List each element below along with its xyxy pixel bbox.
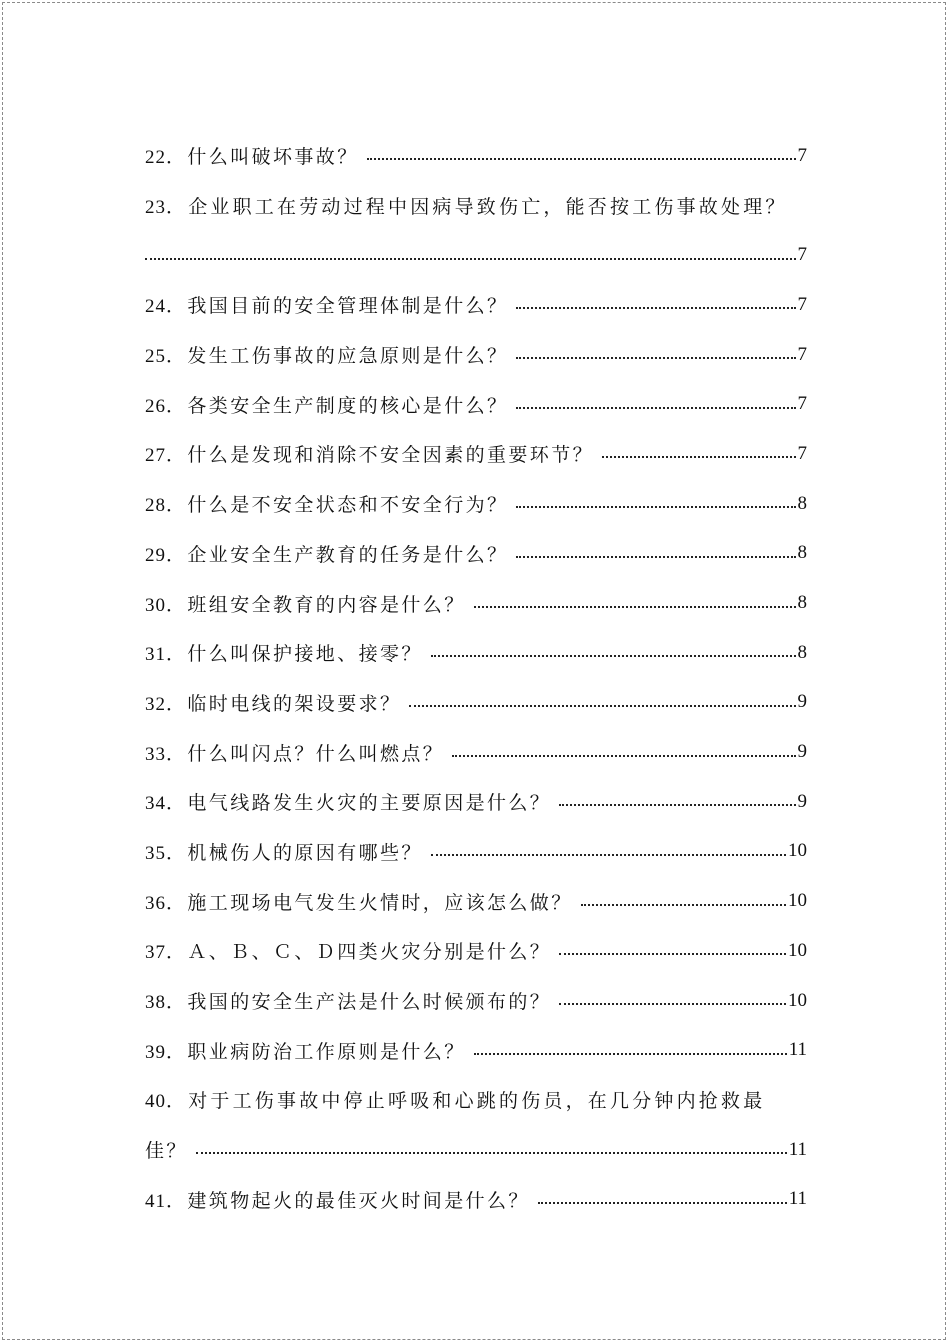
toc-title: 什么叫闪点？什么叫燃点？ bbox=[187, 742, 445, 765]
toc-number: 35 bbox=[145, 842, 166, 864]
toc-page-number: 7 bbox=[797, 293, 807, 315]
toc-title: 各类安全生产制度的核心是什么？ bbox=[187, 394, 509, 417]
toc-entry-40-continued[interactable] bbox=[145, 1125, 807, 1175]
toc-page-number: 8 bbox=[797, 542, 807, 564]
toc-title: 建筑物起火的最佳灭火时间是什么？ bbox=[187, 1189, 530, 1212]
toc-title: 临时电线的架设要求？ bbox=[187, 692, 402, 715]
toc-entry-41[interactable]: 41．建筑物起火的最佳灭火时间是什么？ 11 bbox=[145, 1188, 807, 1212]
dot-leader bbox=[474, 1053, 787, 1055]
toc-title: 电气线路发生火灾的主要原因是什么？ bbox=[187, 792, 552, 815]
toc-number: 29 bbox=[145, 544, 166, 566]
toc-title: 我国目前的安全管理体制是什么？ bbox=[187, 295, 509, 318]
toc-title: 对于工伤事故中停止呼吸和心跳的伤员，在几分钟内抢救最 bbox=[188, 1090, 766, 1113]
toc-entry-35[interactable]: 35．机械伤人的原因有哪些？ 10 bbox=[145, 840, 807, 864]
toc-title: 什么叫保护接地、接零？ bbox=[187, 643, 423, 666]
dot-leader bbox=[431, 655, 796, 657]
toc-title: 机械伤人的原因有哪些？ bbox=[187, 841, 423, 864]
toc-entry-29[interactable]: 29．企业安全生产教育的任务是什么？ 8 bbox=[145, 542, 807, 566]
toc-entry-38[interactable]: 38．我国的安全生产法是什么时候颁布的？ 10 bbox=[145, 989, 807, 1014]
toc-number: 38 bbox=[145, 992, 166, 1014]
toc-entry-26[interactable]: 26．各类安全生产制度的核心是什么？ 7 bbox=[145, 393, 807, 417]
toc-number: 30 bbox=[145, 594, 166, 616]
dot-leader bbox=[516, 307, 795, 309]
toc-entry-37[interactable]: 37．Ａ、Ｂ、Ｃ、Ｄ四类火灾分别是什么？ 10 bbox=[145, 939, 807, 964]
toc-title: 发生工伤事故的应急原则是什么？ bbox=[187, 345, 509, 368]
toc-number: 25 bbox=[145, 346, 166, 368]
toc-page-number: 8 bbox=[797, 641, 807, 663]
toc-page-number: 11 bbox=[788, 1138, 807, 1160]
dot-leader bbox=[409, 705, 795, 707]
toc-page-number: 7 bbox=[797, 393, 807, 415]
toc-number: 27 bbox=[145, 445, 166, 467]
toc-page-number: 7 bbox=[797, 343, 807, 365]
toc-page-number: 11 bbox=[788, 1188, 807, 1210]
toc-number: 34 bbox=[145, 793, 166, 815]
toc-number: 39 bbox=[145, 1041, 166, 1063]
table-of-contents bbox=[145, 131, 807, 1224]
toc-entry-34[interactable]: 34．电气线路发生火灾的主要原因是什么？ 9 bbox=[145, 790, 807, 815]
dot-leader bbox=[602, 456, 795, 458]
toc-number: 28 bbox=[145, 495, 166, 517]
toc-entry-23[interactable]: 23．企业职工在劳动过程中因病导致伤亡，能否按工伤事故处理？ bbox=[145, 196, 788, 219]
toc-number: 40 bbox=[145, 1091, 166, 1113]
dot-leader bbox=[196, 1152, 787, 1154]
toc-entry-32[interactable]: 32．临时电线的架设要求？ 9 bbox=[145, 691, 807, 715]
toc-number: 37 bbox=[145, 942, 166, 964]
toc-page-number: 7 bbox=[797, 144, 807, 166]
toc-entry-28[interactable]: 28．什么是不安全状态和不安全行为？ 8 bbox=[145, 492, 807, 517]
toc-page-number: 9 bbox=[797, 691, 807, 713]
toc-entry-25[interactable]: 25．发生工伤事故的应急原则是什么？ 7 bbox=[145, 343, 807, 368]
toc-page-number: 10 bbox=[788, 890, 807, 912]
dot-leader bbox=[559, 804, 795, 806]
toc-number: 36 bbox=[145, 892, 166, 914]
dot-leader bbox=[474, 606, 796, 608]
toc-entry-33[interactable]: 33．什么叫闪点？什么叫燃点？ 9 bbox=[145, 741, 807, 765]
dot-leader bbox=[559, 1003, 786, 1005]
dot-leader bbox=[145, 258, 796, 260]
toc-entry-23-continued[interactable] bbox=[145, 230, 807, 280]
dot-leader bbox=[516, 506, 795, 508]
toc-entry-24[interactable]: 24．我国目前的安全管理体制是什么？ 7 bbox=[145, 293, 807, 318]
toc-title: 什么叫破坏事故？ bbox=[187, 146, 359, 169]
toc-title: 什么是发现和消除不安全因素的重要环节？ bbox=[187, 444, 595, 467]
dot-leader bbox=[581, 904, 786, 906]
toc-title: Ａ、Ｂ、Ｃ、Ｄ四类火灾分别是什么？ bbox=[187, 941, 552, 964]
toc-page-number: 10 bbox=[788, 840, 807, 862]
toc-entry-22[interactable]: 22．什么叫破坏事故？ 7 bbox=[145, 144, 807, 169]
toc-entry-31[interactable]: 31．什么叫保护接地、接零？ 8 bbox=[145, 641, 807, 666]
toc-number: 22 bbox=[145, 147, 166, 169]
toc-page-number: 7 bbox=[797, 244, 807, 266]
toc-number: 24 bbox=[145, 296, 166, 318]
toc-page-number: 9 bbox=[797, 741, 807, 763]
toc-title: 施工现场电气发生火情时，应该怎么做？ bbox=[187, 891, 573, 914]
toc-title: 企业职工在劳动过程中因病导致伤亡，能否按工伤事故处理？ bbox=[188, 196, 788, 219]
toc-number: 32 bbox=[145, 693, 166, 715]
toc-page-number: 10 bbox=[788, 939, 807, 961]
toc-title: 我国的安全生产法是什么时候颁布的？ bbox=[187, 991, 552, 1014]
toc-title: 班组安全教育的内容是什么？ bbox=[187, 593, 466, 616]
toc-number: 33 bbox=[145, 743, 166, 765]
toc-page-number: 10 bbox=[788, 989, 807, 1011]
toc-entry-39[interactable]: 39．职业病防治工作原则是什么？ 11 bbox=[145, 1039, 807, 1063]
toc-title: 企业安全生产教育的任务是什么？ bbox=[187, 543, 509, 566]
toc-page-number: 11 bbox=[788, 1039, 807, 1061]
dot-leader bbox=[516, 407, 795, 409]
toc-page-number: 8 bbox=[797, 492, 807, 514]
dot-leader bbox=[516, 556, 795, 558]
dot-leader bbox=[538, 1202, 787, 1204]
dot-leader bbox=[452, 755, 795, 757]
toc-entry-30[interactable]: 30．班组安全教育的内容是什么？ 8 bbox=[145, 592, 807, 616]
toc-number: 26 bbox=[145, 395, 166, 417]
toc-entry-40[interactable]: 40．对于工伤事故中停止呼吸和心跳的伤员，在几分钟内抢救最 bbox=[145, 1090, 766, 1113]
dot-leader bbox=[559, 953, 786, 955]
toc-entry-27[interactable]: 27．什么是发现和消除不安全因素的重要环节？ 7 bbox=[145, 442, 807, 467]
toc-number: 41 bbox=[145, 1190, 166, 1212]
toc-number: 23 bbox=[145, 197, 166, 219]
toc-entry-36[interactable]: 36．施工现场电气发生火情时，应该怎么做？ 10 bbox=[145, 890, 807, 914]
toc-page-number: 8 bbox=[797, 592, 807, 614]
dot-leader bbox=[367, 158, 796, 160]
toc-title: 职业病防治工作原则是什么？ bbox=[187, 1040, 466, 1063]
toc-title: 佳？ bbox=[145, 1140, 188, 1163]
dot-leader bbox=[431, 854, 786, 856]
dot-leader bbox=[516, 357, 795, 359]
toc-page-number: 7 bbox=[797, 442, 807, 464]
toc-title: 什么是不安全状态和不安全行为？ bbox=[187, 494, 509, 517]
toc-number: 31 bbox=[145, 644, 166, 666]
toc-page-number: 9 bbox=[797, 790, 807, 812]
